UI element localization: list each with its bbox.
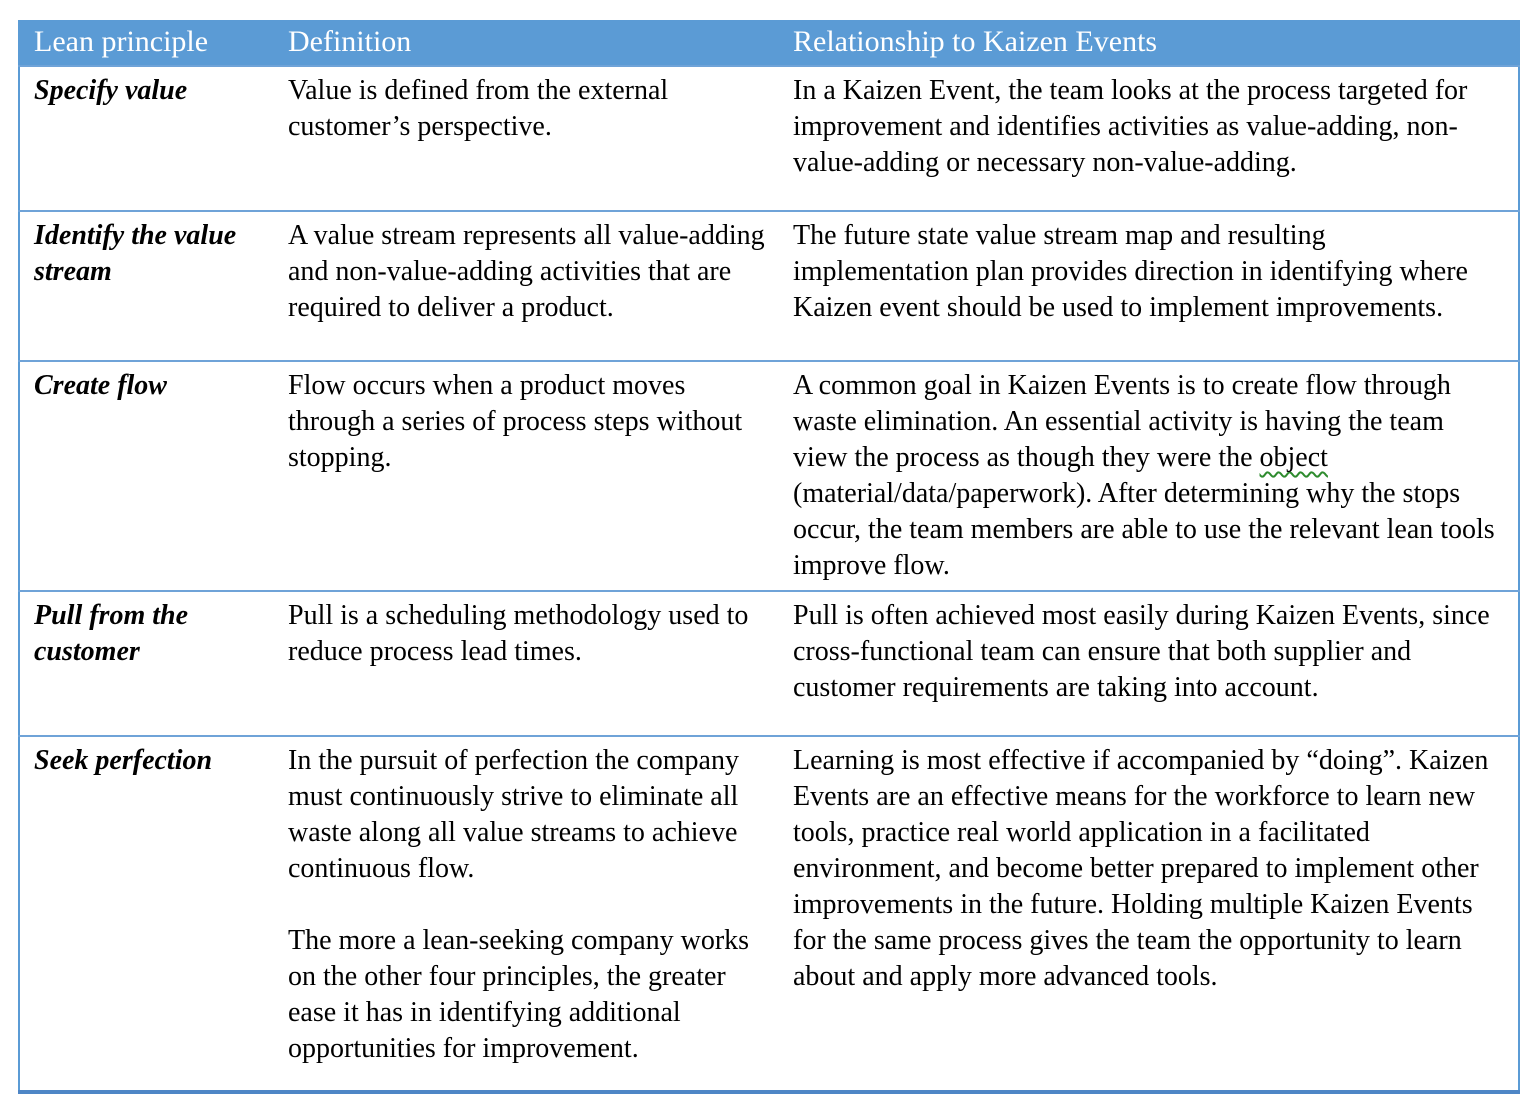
table-body <box>19 66 1519 1092</box>
table-header <box>19 21 1519 66</box>
table-row-specify-value <box>19 66 1519 211</box>
lean-principles-table <box>18 20 1520 1094</box>
relationship-text-before: A common goal in Kaizen Events is to create flow through waste elimination. An essential activity is having the team view the process as though they were the <box>793 370 1451 473</box>
cell-definition: Value is defined from the external customer’s perspective. <box>274 66 779 211</box>
cell-definition: A value stream represents all value-adding and non-value-adding activities that are required to deliver a product. <box>274 211 779 361</box>
cell-principle: Specify value <box>19 66 274 211</box>
cell-principle: Identify the value stream <box>19 211 274 361</box>
cell-principle: Pull from the customer <box>19 591 274 736</box>
cell-definition <box>274 736 779 1092</box>
cell-definition: Pull is a scheduling methodology used to reduce process lead times. <box>274 591 779 736</box>
definition-paragraph-2: The more a lean-seeking company works on the other four principles, the greater ease it has in identifying additional opportunities for improvement. <box>288 925 750 1064</box>
header-row <box>19 21 1519 66</box>
cell-relationship: Learning is most effective if accompanied by “doing”. Kaizen Events are an effective means for the workforce to learn new tools, practice real world application in a facilitated environment, and become better prepared to implement other improvements in the future. Holding multiple Kaizen Events for the same process gives the team the opportunity to learn about and apply more advanced tools. <box>779 736 1519 1092</box>
table-row-seek-perfection <box>19 736 1519 1092</box>
definition-paragraph-1: In the pursuit of perfection the company must continuously strive to eliminate all waste along all value streams to achieve continuous flow. <box>288 745 739 884</box>
cell-relationship: In a Kaizen Event, the team looks at the process targeted for improvement and identifies activities as value-adding, non-value-adding or necessary non-value-adding. <box>779 66 1519 211</box>
column-header-relationship: Relationship to Kaizen Events <box>779 21 1519 66</box>
cell-relationship: The future state value stream map and resulting implementation plan provides direction in identifying where Kaizen event should be used to implement improvements. <box>779 211 1519 361</box>
cell-principle: Seek perfection <box>19 736 274 1092</box>
table-row-pull-from-customer <box>19 591 1519 736</box>
column-header-lean-principle: Lean principle <box>19 21 274 66</box>
cell-definition: Flow occurs when a product moves through a series of process steps without stopping. <box>274 361 779 591</box>
cell-principle: Create flow <box>19 361 274 591</box>
cell-relationship <box>779 361 1519 591</box>
cell-relationship: Pull is often achieved most easily during Kaizen Events, since cross-functional team can ensure that both supplier and customer requirements are taking into account. <box>779 591 1519 736</box>
table-row-identify-value-stream <box>19 211 1519 361</box>
column-header-definition: Definition <box>274 21 779 66</box>
spellcheck-wavy-word: object <box>1259 442 1328 473</box>
table-row-create-flow <box>19 361 1519 591</box>
relationship-text-after: (material/data/paperwork). After determining why the stops occur, the team members are able to use the relevant lean tools improve flow. <box>793 478 1495 581</box>
